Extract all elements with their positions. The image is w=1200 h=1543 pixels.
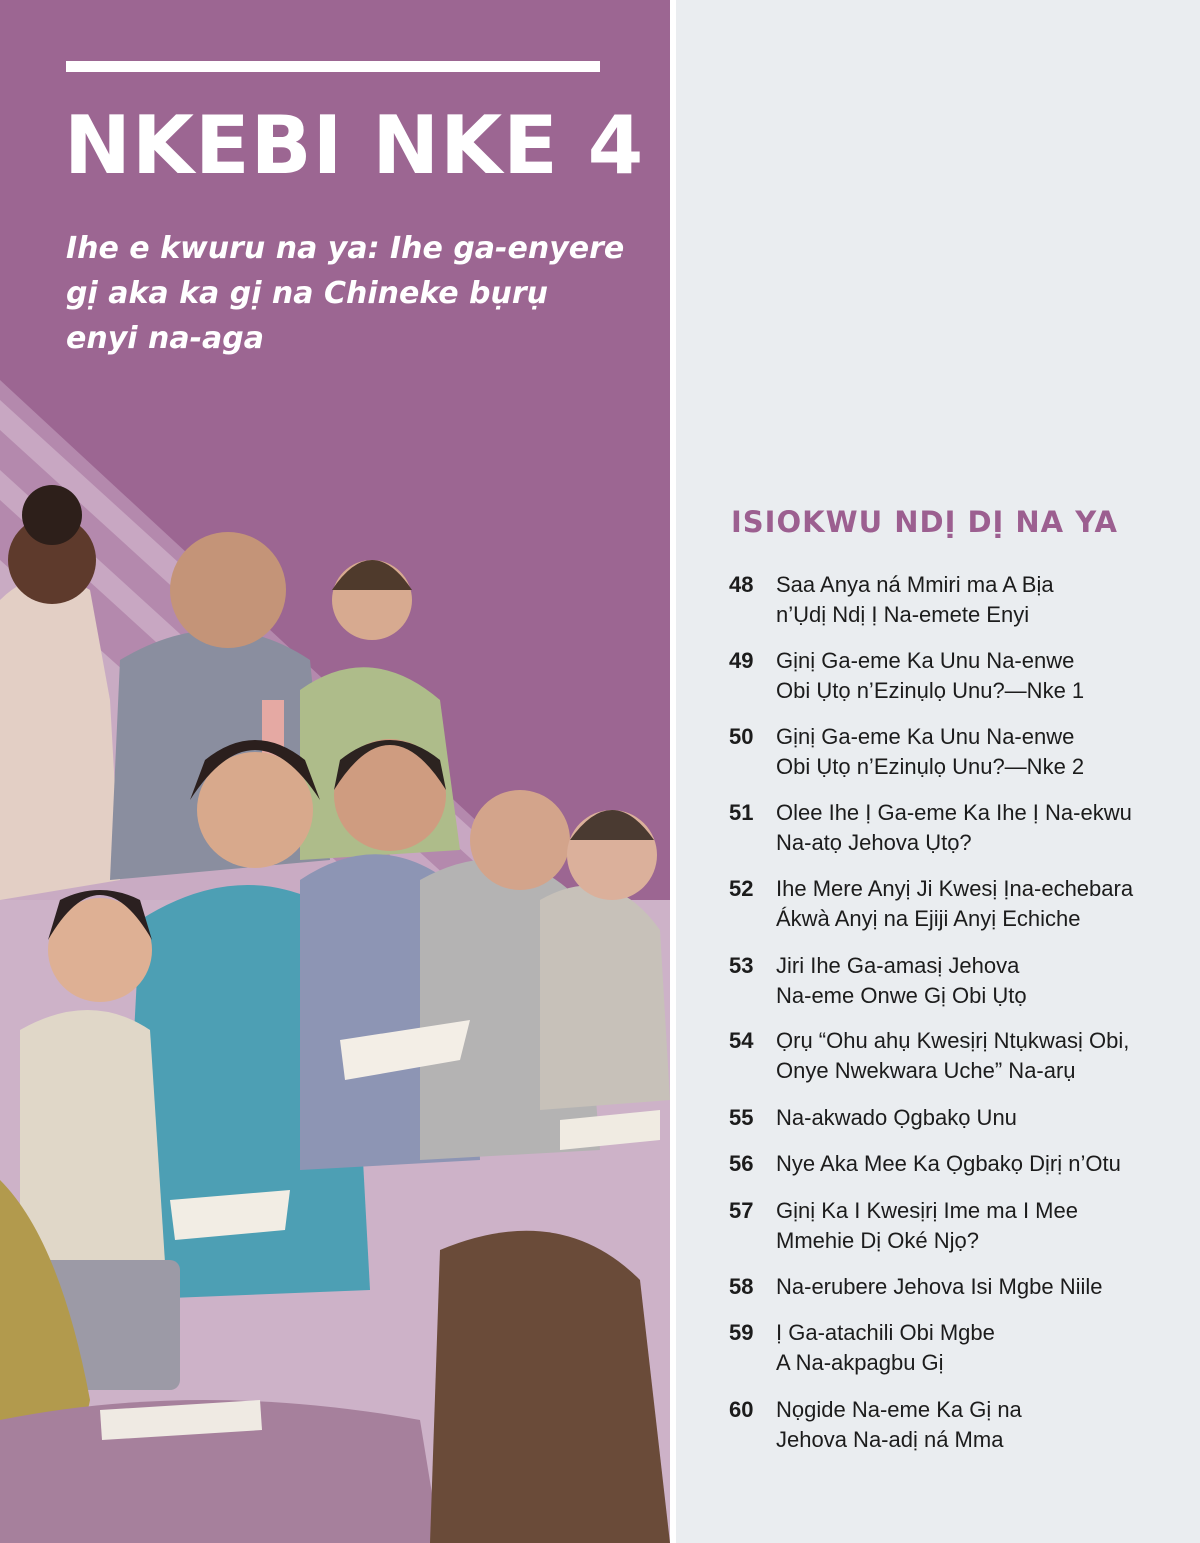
toc-item-title-line: Ákwà Anyị na Ejiji Anyị Echiche <box>776 906 1081 931</box>
toc-item-title <box>776 570 1196 630</box>
toc-item-title-line: Jiri Ihe Ga-amasị Jehova <box>776 953 1020 978</box>
panel-divider <box>670 0 676 1543</box>
toc-item-title-line: Obi Ụtọ n’Ezinụlọ Unu?—Nke 2 <box>776 754 1085 779</box>
toc-item-title <box>776 1272 1196 1302</box>
toc-item-title-line: Mmehie Dị Oké Njọ? <box>776 1228 979 1253</box>
toc-item-title-line: Nye Aka Mee Ka Ọgbakọ Dịrị n’Otu <box>776 1151 1121 1176</box>
toc-item-title-line: Na-akwado Ọgbakọ Unu <box>776 1105 1017 1130</box>
toc-item-number: 59 <box>729 1320 754 1345</box>
toc-item-title <box>776 951 1196 1011</box>
toc-item-title-line: Saa Anya ná Mmiri ma A Bịa <box>776 572 1054 597</box>
toc-item-title-line: Na-eme Onwe Gị Obi Ụtọ <box>776 983 1027 1008</box>
toc-item-number: 60 <box>729 1397 754 1422</box>
toc-item-title <box>776 1026 1196 1086</box>
toc-item-title-line: Olee Ihe Ị Ga-eme Ka Ihe Ị Na-ekwu <box>776 800 1132 825</box>
toc-item-title-line: Onye Nwekwara Uche” Na-arụ <box>776 1058 1076 1083</box>
toc-item-title-line: Nọgide Na-eme Ka Gị na <box>776 1397 1022 1422</box>
toc-item-number: 55 <box>729 1105 754 1130</box>
toc-item-title-line: Gịnị Ga-eme Ka Unu Na-enwe <box>776 648 1075 673</box>
toc-item-number: 54 <box>729 1028 754 1053</box>
toc-item-title-line: Obi Ụtọ n’Ezinụlọ Unu?—Nke 1 <box>776 678 1085 703</box>
toc-item-title <box>776 1196 1196 1256</box>
part-subtitle: Ihe e kwuru na ya: Ihe ga-enyere gị aka ka gị na Chineke bụrụ enyi na-aga <box>66 231 625 356</box>
toc-item-number: 57 <box>729 1198 754 1223</box>
toc-item-title <box>776 1318 1196 1378</box>
contents-heading: ISIOKWU NDỊ DỊ NA YA <box>731 505 1118 539</box>
toc-item-title-line: Ị Ga-atachili Obi Mgbe <box>776 1320 995 1345</box>
toc-item-number: 56 <box>729 1151 754 1176</box>
toc-item-title <box>776 798 1196 858</box>
toc-item-title-line: Gịnị Ka I Kwesịrị Ime ma I Mee <box>776 1198 1078 1223</box>
toc-item-title-line: A Na-akpagbu Gị <box>776 1350 944 1375</box>
toc-item-number: 58 <box>729 1274 754 1299</box>
toc-item-title <box>776 1149 1196 1179</box>
toc-item-title <box>776 1395 1196 1455</box>
toc-item-title <box>776 1103 1196 1133</box>
toc-item-number: 53 <box>729 953 754 978</box>
toc-item-title-line: Na-atọ Jehova Ụtọ? <box>776 830 972 855</box>
toc-item-number: 48 <box>729 572 754 597</box>
toc-item-title-line: Jehova Na-adị ná Mma <box>776 1427 1004 1452</box>
toc-item-title-line: n’Ụdị Ndị Ị Na-emete Enyi <box>776 602 1030 627</box>
toc-item-title <box>776 874 1196 934</box>
toc-item-number: 51 <box>729 800 754 825</box>
toc-item-number: 52 <box>729 876 754 901</box>
toc-item-title-line: Ihe Mere Anyị Ji Kwesị Ịna-echebara <box>776 876 1134 901</box>
toc-item-title-line: Na-erubere Jehova Isi Mgbe Niile <box>776 1274 1103 1299</box>
toc-item-title <box>776 646 1196 706</box>
toc-item-title <box>776 722 1196 782</box>
toc-item-number: 50 <box>729 724 754 749</box>
toc-item-title-line: Ọrụ “Ohu ahụ Kwesịrị Ntụkwasị Obi, <box>776 1028 1130 1053</box>
toc-item-title-line: Gịnị Ga-eme Ka Unu Na-enwe <box>776 724 1075 749</box>
part-title: NKEBI NKE 4 <box>64 99 645 192</box>
toc-item-number: 49 <box>729 648 754 673</box>
